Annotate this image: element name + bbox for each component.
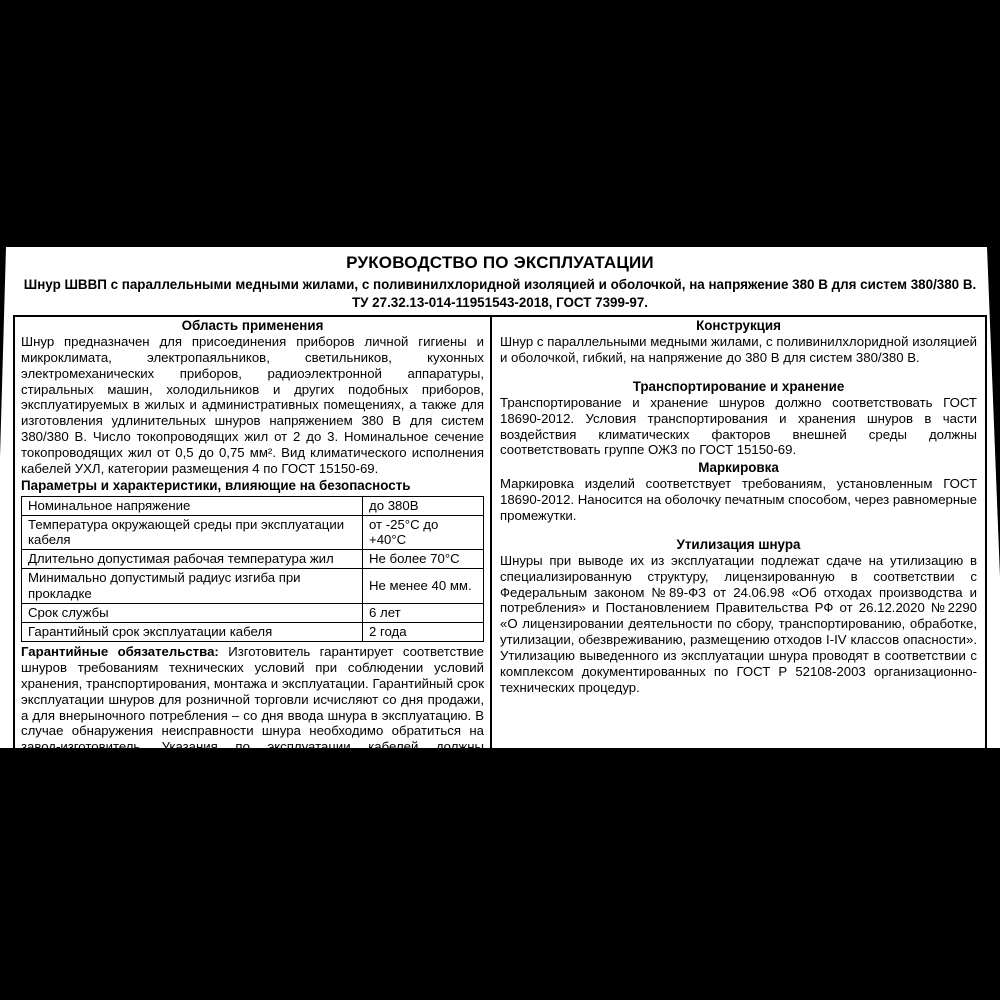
param-label-cell: Гарантийный срок эксплуатации кабеля <box>22 622 363 641</box>
param-label-cell: Номинальное напряжение <box>22 496 363 515</box>
phone-number: +7 (486) 239-06-62; <box>77 854 204 870</box>
transport-text: Транспортирование и хранение шнуров должно соответствовать ГОСТ 18690-2012. Условия транспортирования и хранения шнуров в части воздействия климатических факторов внешней среды должны соответствовать группе ОЖ3 по ГОСТ 15150-69. <box>500 394 977 458</box>
param-value-cell: до 380В <box>363 496 484 515</box>
warranty-text: Изготовитель гарантирует соответствие шнуров требованиям технических условий при соблюдении условий хранения, транспортирования, монтажа и эксплуатации. Гарантийный срок эксплуатации шнуров для розничной торговли исчисляют со дня продажи, а для внерыночного потребления – со дня ввода шнура в эксплуатацию. В случае обнаружения неисправности шнура необходимо обратиться на завод-изготовитель. Указания по эксплуатации кабелей должны соответствовать требованиям ГОСТ 7399-97. Класс пожарной опасности шнура по ГОСТ 31565-2012 О1.8.2.5.4. <box>21 644 484 786</box>
footer-contacts <box>13 854 987 872</box>
table-row <box>22 550 484 569</box>
table-row <box>22 515 484 549</box>
transport-heading: Транспортирование и хранение <box>632 378 845 394</box>
marking-text: Маркировка изделий соответствует требованиям, установленным ГОСТ 18690-2012. Наносится на оболочку печатным способом, через равномерные промежутки. <box>500 476 977 523</box>
footer <box>13 799 987 894</box>
email-link-1[interactable]: sale@nordkabel.ru <box>250 854 364 870</box>
marking-heading: Маркировка <box>698 460 779 476</box>
manufacturer-text: : 198097, г. Санкт- Петербург, ул. Баррикадная, д.36, литера А, пом. 6Н, офис 5А; по техническим требованиям "Севкабель", в соответствии с ГОСТ. Изготовитель: ООО «Альфакабель», 302209, Орловская область, Орловский район, Платоновское с/п, ул. Раздольная д.105, литер Б4, помещение 15. <box>13 799 987 851</box>
param-value-cell: от -25°С до +40°С <box>363 515 484 549</box>
disposal-text: Шнуры при выводе их из эксплуатации подлежат сдаче на утилизацию в специализированную структуру, лицензированную в соответствии с Федеральным законом №89-ФЗ от 24.06.98 «Об отходах производства и потребления» и Постановлением Правительства РФ от 26.12.2020 №2290 «О лицензировании деятельности по сбору, транспортированию, обработке, утилизации, обезвреживанию, размещению отходов I-IV классов опасности». Утилизацию выведенного из эксплуатации шнура проводят в соответствии с комплексом документированных по ГОСТ Р 52108-2003 организационно-технических процедур. <box>500 552 977 695</box>
application-text: Шнур предназначен для присоединения приборов личной гигиены и микроклимата, электропаяльников, светильников, кухонных электромеханических приборов, радиоэлектронной аппаратуры, стиральных машин, холодильников и других подобных приборов, эксплуатируемых в жилых и административных помещениях, а также для изготовления удлинительных шнуров напряжением 380 В для систем 380/380 В. Число токопроводящих жил от 2 до 3. Номинальное сечение токопроводящих жил от 0,5 до 0,75 мм². Вид климатического исполнения кабелей УХЛ, категории размещения 4 по ГОСТ 15150-69. <box>21 334 484 476</box>
param-value-cell: Не менее 40 мм. <box>363 569 484 603</box>
email-link-2[interactable]: alfacable@mail.ru <box>370 854 479 870</box>
table-row <box>22 622 484 641</box>
left-column <box>15 317 492 789</box>
disposal-heading: Утилизация шнура <box>676 536 801 552</box>
table-row <box>22 496 484 515</box>
parameters-heading: Параметры и характеристики, влияющие на безопасность <box>21 477 411 493</box>
document-page <box>0 247 1000 893</box>
table-row <box>22 569 484 603</box>
param-value-cell: 2 года <box>363 622 484 641</box>
warranty-lead: Гарантийные обязательства: <box>21 644 219 660</box>
right-column <box>492 317 985 789</box>
content-box <box>13 315 987 791</box>
param-value-cell: Не более 70°С <box>363 550 484 569</box>
email-label: e-mail: <box>203 854 251 870</box>
param-label-cell: Минимально допустимый радиус изгиба при прокладке <box>22 569 363 603</box>
email-separator: ; <box>363 854 371 870</box>
footer-manufacturer <box>13 799 987 852</box>
manufacturer-lead: Произведено для АО "Севкабель" <box>13 799 251 815</box>
param-label-cell: Длительно допустимая рабочая температура жил <box>22 550 363 569</box>
product-subtitle: Шнур ШВВП с параллельными медными жилами, с поливинилхлоридной изоляцией и оболочкой, на напряжение 380 В для систем 380/380 В. <box>23 277 977 292</box>
application-heading: Область применения <box>181 318 324 333</box>
param-label-cell: Срок службы <box>22 603 363 622</box>
standards-line: ТУ 27.32.13-014-11951543-2018, ГОСТ 7399-97. <box>351 295 649 310</box>
construction-heading: Конструкция <box>696 318 781 333</box>
parameters-table <box>21 496 484 642</box>
page-title: РУКОВОДСТВО ПО ЭКСПЛУАТАЦИИ <box>346 253 654 272</box>
page-edge-shadow-left <box>0 247 6 457</box>
page-edge-shadow-right <box>987 247 1000 577</box>
phone-label: Тел/факс: <box>13 854 78 870</box>
param-label-cell: Температура окружающей среды при эксплуатации кабеля <box>22 515 363 549</box>
param-value-cell: 6 лет <box>363 603 484 622</box>
construction-text: Шнур с параллельными медными жилами, с поливинилхлоридной изоляцией и оболочкой, гибкий, на напряжение до 380 В для систем 380/380 В. <box>500 334 977 365</box>
table-row <box>22 603 484 622</box>
footer-made-in: Произведено в Российской Федерации. Дата производства указана на упаковке. <box>13 877 515 893</box>
warranty-paragraph <box>21 644 484 787</box>
